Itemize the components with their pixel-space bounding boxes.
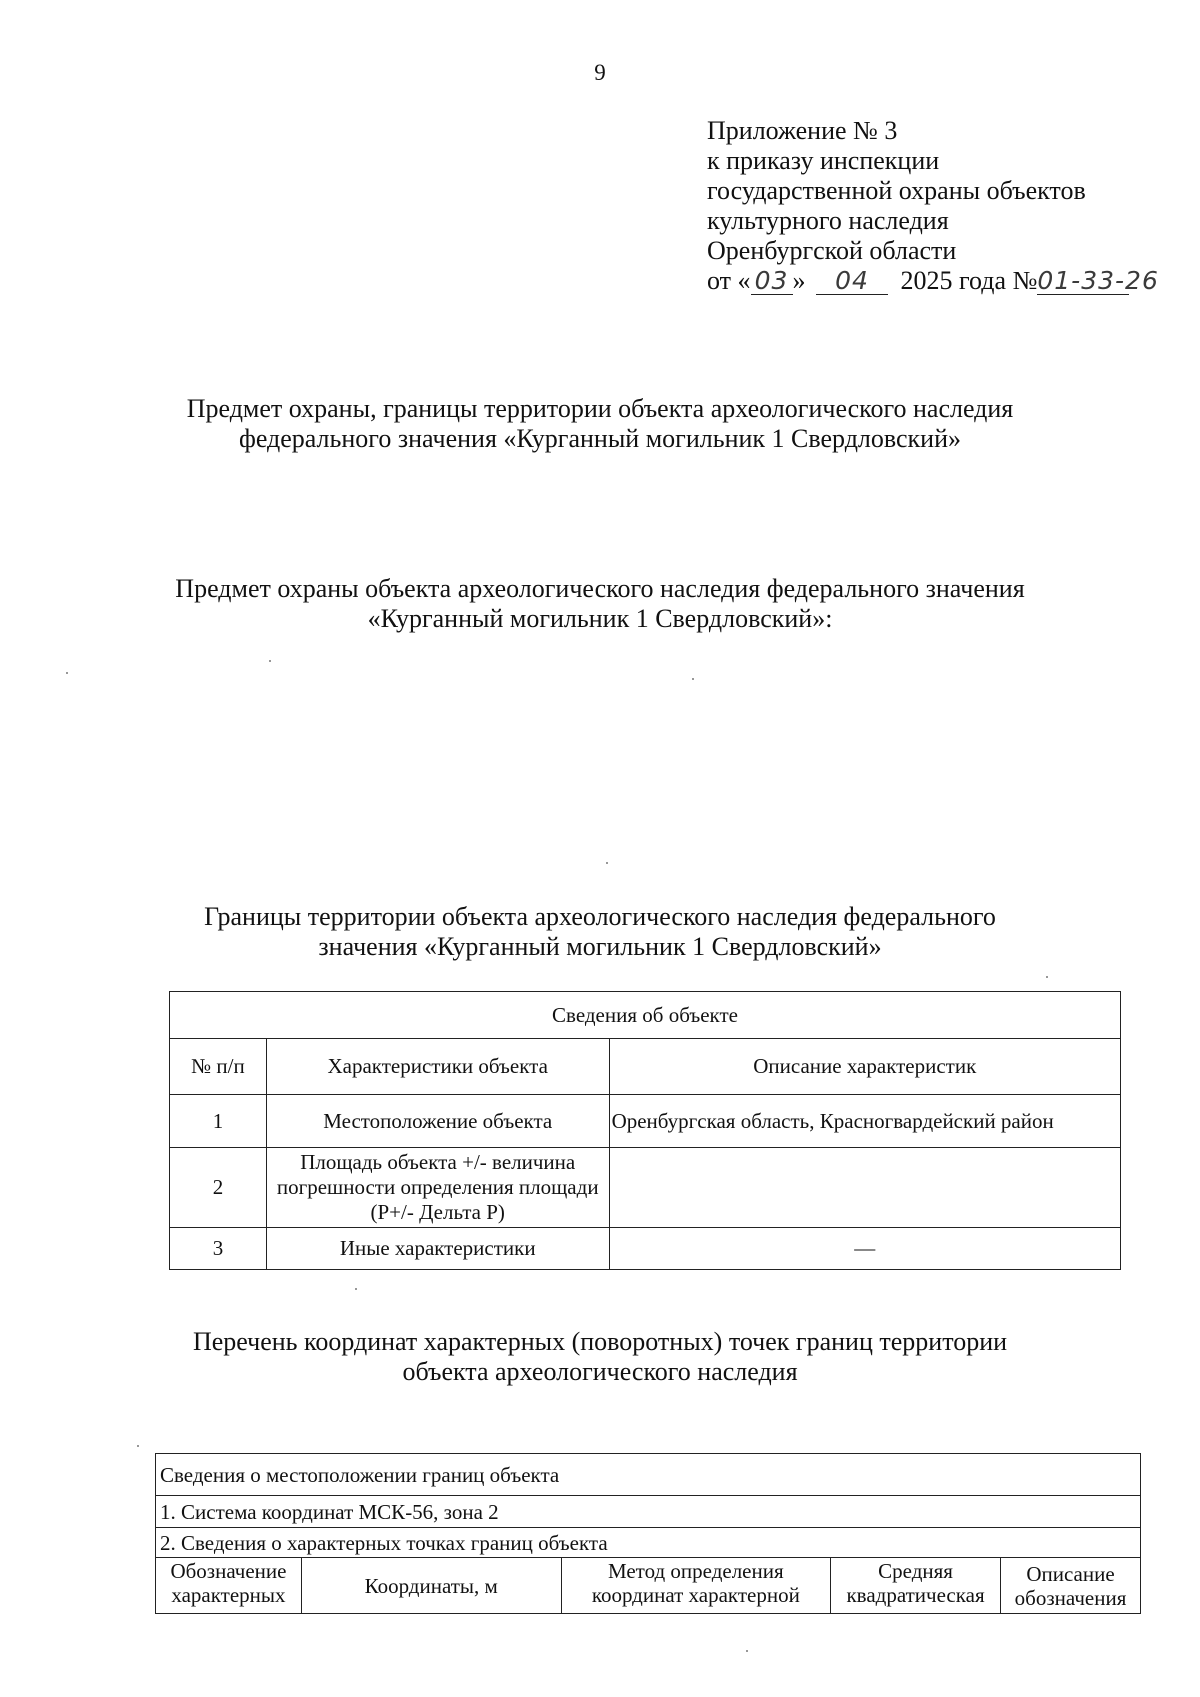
title-line-1: Предмет охраны, границы территории объекта археологического наследия bbox=[186, 394, 1014, 423]
coords-header-method: Метод определения координат характерной bbox=[561, 1558, 831, 1614]
order-day: 03 bbox=[751, 268, 793, 295]
scan-speck bbox=[606, 862, 608, 864]
subject-line-1: Предмет охраны объекта археологического наследия федерального значения bbox=[175, 574, 1025, 603]
order-date-line bbox=[707, 266, 1159, 296]
row-characteristic: Площадь объекта +/- величина погрешности определения площади (P+/- Дельта P) bbox=[266, 1148, 609, 1228]
page-number: 9 bbox=[594, 60, 606, 85]
appendix-line-1: Приложение № 3 bbox=[707, 116, 898, 145]
table-row bbox=[170, 1095, 1121, 1148]
row-description bbox=[609, 1148, 1120, 1228]
row-description: — bbox=[609, 1228, 1120, 1270]
appendix-line-4: культурного наследия bbox=[707, 206, 949, 235]
document-title bbox=[0, 394, 1200, 454]
boundaries-line-2: значения «Курганный могильник 1 Свердловский» bbox=[318, 932, 882, 961]
appendix-line-3: государственной охраны объектов bbox=[707, 176, 1086, 205]
coordinates-table bbox=[155, 1453, 1141, 1614]
scan-speck bbox=[746, 1650, 748, 1652]
scan-speck bbox=[66, 672, 68, 674]
object-table-caption: Сведения об объекте bbox=[170, 992, 1121, 1039]
table-caption-row bbox=[170, 992, 1121, 1039]
row-characteristic: Иные характеристики bbox=[266, 1228, 609, 1270]
scan-speck bbox=[692, 678, 694, 680]
coords-info-row bbox=[156, 1528, 1141, 1558]
subject-line-2: «Курганный могильник 1 Свердловский»: bbox=[367, 604, 833, 633]
boundaries-line-1: Границы территории объекта археологического наследия федерального bbox=[204, 902, 996, 931]
row-number: 2 bbox=[170, 1148, 267, 1228]
header-number: № п/п bbox=[170, 1039, 267, 1095]
scan-speck bbox=[1046, 976, 1048, 978]
appendix-block bbox=[707, 116, 1159, 296]
table-row bbox=[170, 1228, 1121, 1270]
appendix-line-2: к приказу инспекции bbox=[707, 146, 940, 175]
row-characteristic: Местоположение объекта bbox=[266, 1095, 609, 1148]
scan-speck bbox=[269, 660, 271, 662]
coords-table-row-2: 1. Система координат МСК-56, зона 2 bbox=[156, 1496, 1141, 1528]
coords-info-row bbox=[156, 1496, 1141, 1528]
coords-header-designation: Обозначение характерных bbox=[156, 1558, 302, 1614]
scan-speck bbox=[355, 1288, 357, 1290]
boundaries-heading bbox=[0, 902, 1200, 962]
date-mid: » bbox=[792, 266, 806, 295]
title-line-2: федерального значения «Курганный могильник 1 Свердловский» bbox=[238, 424, 962, 453]
date-prefix: от « bbox=[707, 266, 751, 295]
protection-subject-heading bbox=[0, 574, 1200, 634]
coords-info-row bbox=[156, 1454, 1141, 1496]
coordinates-heading bbox=[0, 1327, 1200, 1387]
object-info-table bbox=[169, 991, 1121, 1270]
coords-header-row bbox=[156, 1558, 1141, 1614]
coords-line-2: объекта археологического наследия bbox=[402, 1357, 798, 1386]
header-description: Описание характеристик bbox=[609, 1039, 1120, 1095]
row-number: 3 bbox=[170, 1228, 267, 1270]
coords-table-row-1: Сведения о местоположении границ объекта bbox=[156, 1454, 1141, 1496]
row-description: Оренбургская область, Красногвардейский район bbox=[609, 1095, 1120, 1148]
row-number: 1 bbox=[170, 1095, 267, 1148]
table-row bbox=[170, 1148, 1121, 1228]
order-month: 04 bbox=[816, 268, 888, 295]
order-year: 2025 года № bbox=[900, 266, 1038, 295]
table-header-row bbox=[170, 1039, 1121, 1095]
scan-speck bbox=[137, 1445, 139, 1447]
coords-header-description: Описание обозначения bbox=[1001, 1558, 1141, 1614]
coords-table-row-3: 2. Сведения о характерных точках границ объекта bbox=[156, 1528, 1141, 1558]
order-number: 01-33-26 bbox=[1037, 266, 1159, 295]
coords-line-1: Перечень координат характерных (поворотных) точек границ территории bbox=[192, 1327, 1008, 1356]
header-characteristic: Характеристики объекта bbox=[266, 1039, 609, 1095]
appendix-line-5: Оренбургской области bbox=[707, 236, 957, 265]
coords-header-rms: Средняя квадратическая bbox=[831, 1558, 1001, 1614]
coords-header-coordinates: Координаты, м bbox=[301, 1558, 561, 1614]
